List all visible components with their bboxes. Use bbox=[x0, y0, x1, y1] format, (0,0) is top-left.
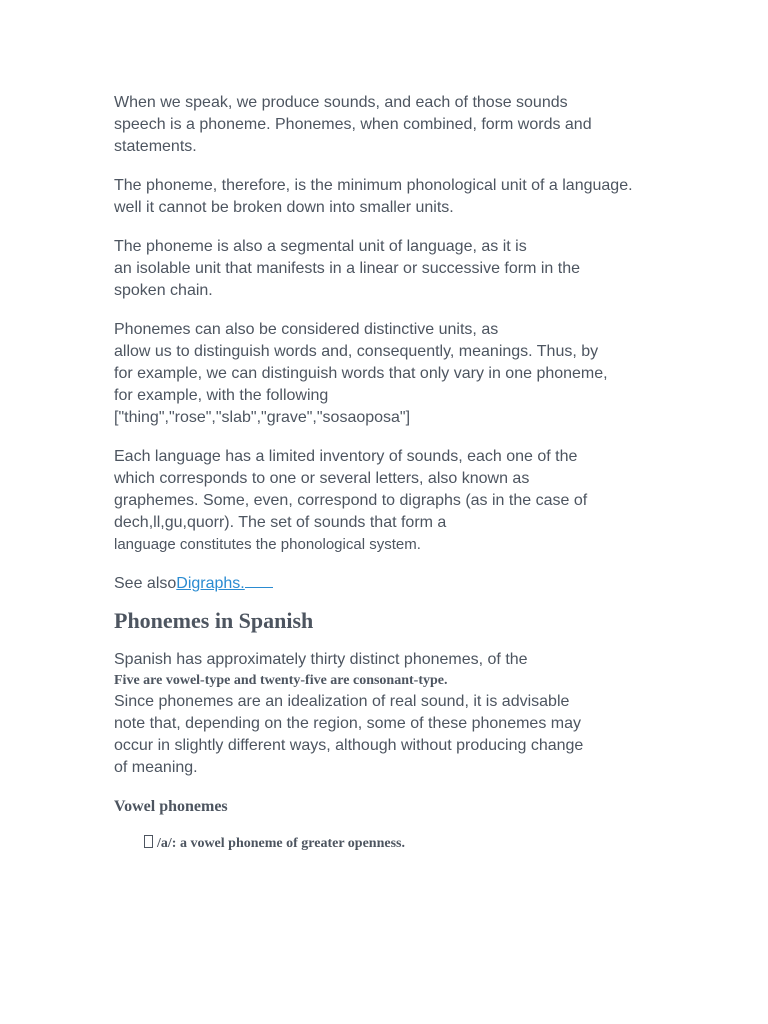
text-line: of meaning. bbox=[114, 759, 198, 776]
text-line: well it cannot be broken down into smaller units. bbox=[114, 199, 454, 216]
vowel-phonemes-heading: Vowel phonemes bbox=[114, 798, 228, 815]
text-line: When we speak, we produce sounds, and each of those sounds bbox=[114, 94, 568, 111]
missing-glyph-bullet-icon bbox=[144, 835, 153, 848]
paragraph-distinctive-units bbox=[114, 319, 674, 429]
text-line: which corresponds to one or several letters, also known as bbox=[114, 470, 530, 487]
paragraph-phonological-system bbox=[114, 446, 674, 556]
text-line: spoken chain. bbox=[114, 282, 213, 299]
text-line: for example, with the following bbox=[114, 387, 329, 404]
section-heading: Phonemes in Spanish bbox=[114, 608, 314, 633]
paragraph-segmental-unit bbox=[114, 236, 674, 302]
see-also-label: See also bbox=[114, 575, 177, 592]
text-line: allow us to distinguish words and, consequently, meanings. Thus, by bbox=[114, 343, 599, 360]
digraphs-link[interactable]: Digraphs. bbox=[176, 575, 245, 592]
text-line: speech is a phoneme. Phonemes, when combined, form words and bbox=[114, 116, 592, 133]
document-page bbox=[114, 92, 674, 854]
paragraph-spanish-phonemes bbox=[114, 649, 674, 779]
text-line: Since phonemes are an idealization of real sound, it is advisable bbox=[114, 693, 570, 710]
text-line: dech,ll,gu,quorr). The set of sounds that form a bbox=[114, 514, 447, 531]
text-line: The phoneme is also a segmental unit of language, as it is bbox=[114, 238, 527, 255]
text-line: statements. bbox=[114, 138, 197, 155]
list-item bbox=[144, 834, 674, 854]
text-line: occur in slightly different ways, although without producing change bbox=[114, 737, 584, 754]
text-line: language constitutes the phonological system. bbox=[114, 536, 421, 553]
see-also bbox=[114, 573, 674, 595]
paragraph-phoneme-intro bbox=[114, 92, 674, 158]
text-line: Phonemes can also be considered distinctive units, as bbox=[114, 321, 499, 338]
paragraph-minimum-unit bbox=[114, 175, 674, 219]
list-item-text: /a/: a vowel phoneme of greater openness. bbox=[157, 836, 405, 851]
text-line: for example, we can distinguish words that only vary in one phoneme, bbox=[114, 365, 608, 382]
link-underline-extension bbox=[245, 573, 273, 588]
text-line: ["thing","rose","slab","grave","sosaoposa"] bbox=[114, 409, 411, 426]
bold-text-line: Five are vowel-type and twenty-five are consonant-type. bbox=[114, 673, 448, 688]
text-line: The phoneme, therefore, is the minimum phonological unit of a language. bbox=[114, 177, 633, 194]
text-line: Spanish has approximately thirty distinct phonemes, of the bbox=[114, 651, 528, 668]
text-line: Each language has a limited inventory of sounds, each one of the bbox=[114, 448, 578, 465]
text-line: note that, depending on the region, some of these phonemes may bbox=[114, 715, 581, 732]
text-line: graphemes. Some, even, correspond to digraphs (as in the case of bbox=[114, 492, 588, 509]
text-line: an isolable unit that manifests in a linear or successive form in the bbox=[114, 260, 581, 277]
